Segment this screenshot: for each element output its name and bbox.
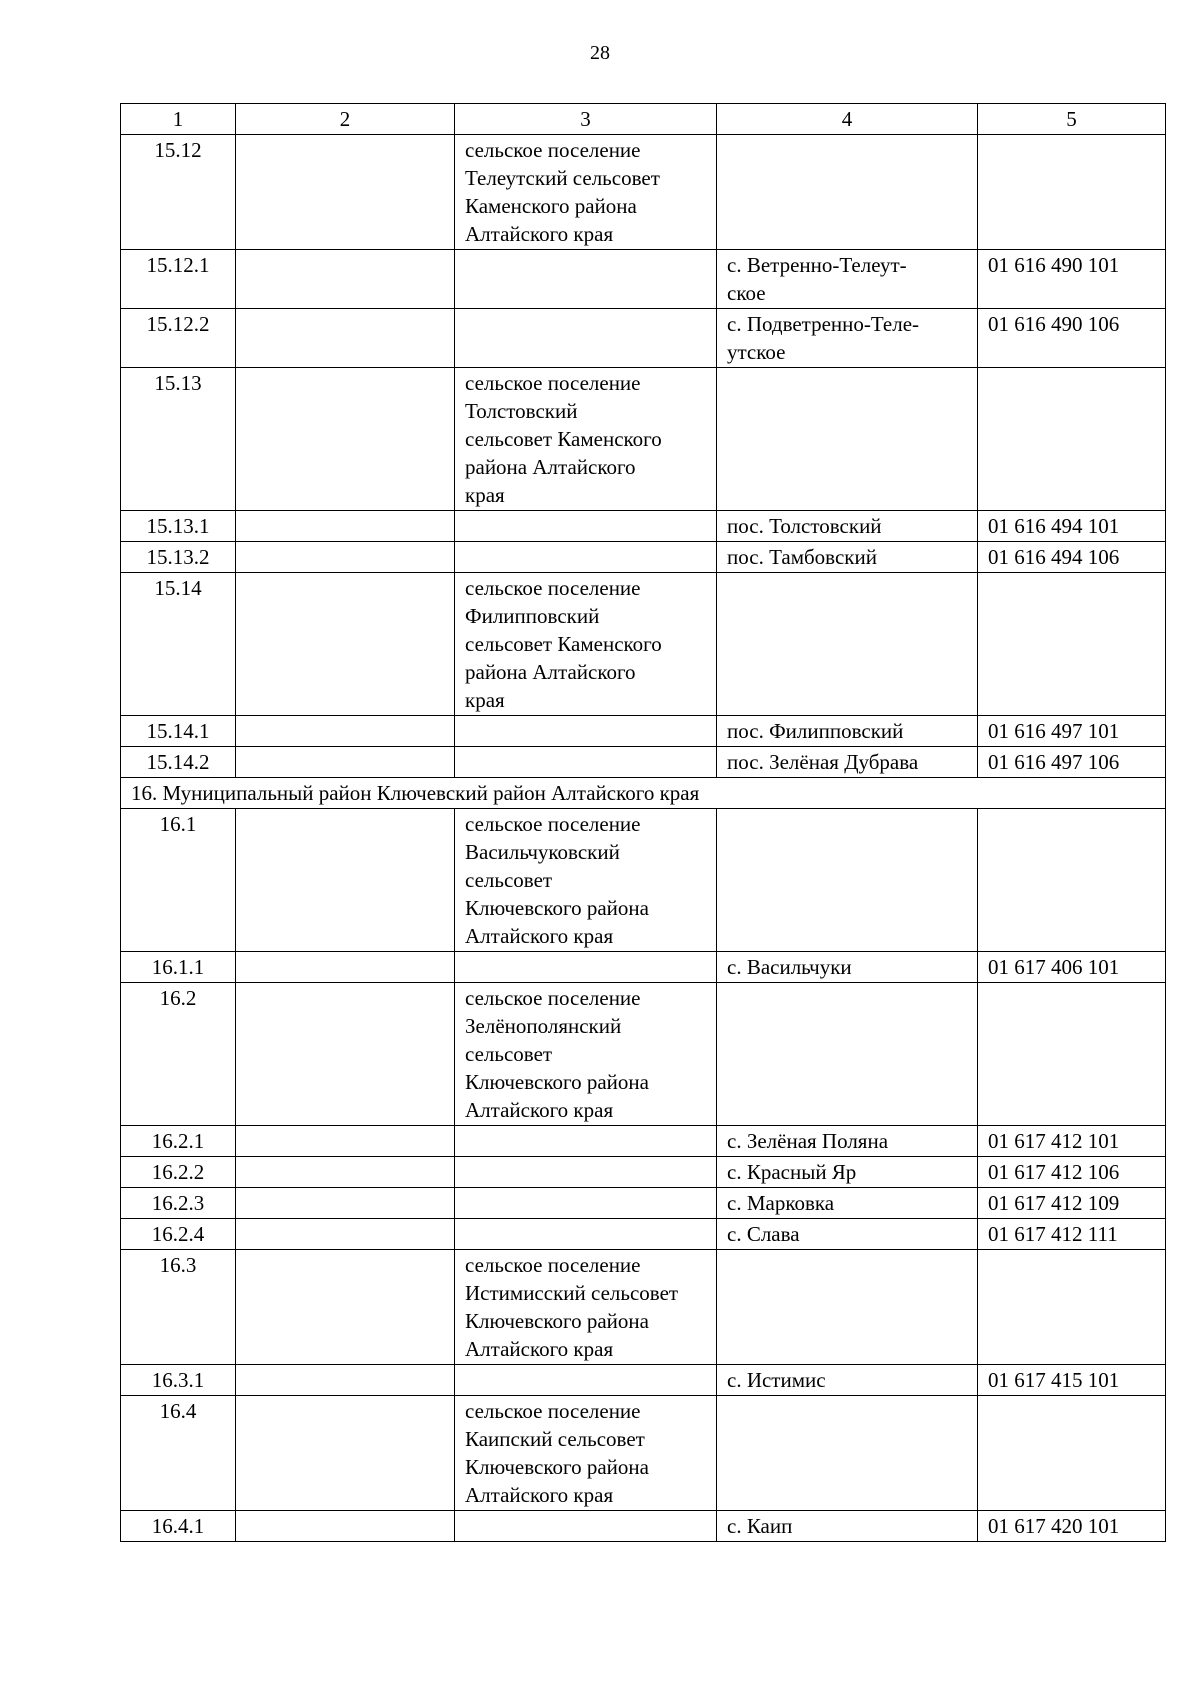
oktmo-code: 01 616 490 101 [978,250,1166,309]
settlement-name [455,1188,717,1219]
table-row [121,1396,1166,1511]
table-row [121,309,1166,368]
empty-cell [236,716,455,747]
table-row [121,1365,1166,1396]
settlement-name [455,1157,717,1188]
row-number: 15.12.2 [121,309,236,368]
empty-cell [236,573,455,716]
settlement-name [455,1511,717,1542]
locality-name [717,573,978,716]
settlement-name [455,1219,717,1250]
row-number: 15.13 [121,368,236,511]
settlement-name [455,1365,717,1396]
registry-table [120,103,1166,1542]
oktmo-code: 01 617 412 101 [978,1126,1166,1157]
page-number: 28 [590,42,610,64]
column-header: 3 [455,104,717,135]
oktmo-code: 01 616 494 101 [978,511,1166,542]
oktmo-code: 01 617 412 111 [978,1219,1166,1250]
locality-name [717,809,978,952]
table-row [121,573,1166,716]
settlement-name [455,309,717,368]
settlement-name: сельское поселение Каипский сельсовет Ключевского района Алтайского края [455,1396,717,1511]
oktmo-code: 01 616 490 106 [978,309,1166,368]
table-row [121,716,1166,747]
empty-cell [236,1511,455,1542]
locality-name: с. Красный Яр [717,1157,978,1188]
empty-cell [236,1126,455,1157]
settlement-name [455,542,717,573]
table-row [121,983,1166,1126]
row-number: 15.14 [121,573,236,716]
table-row [121,747,1166,778]
row-number: 16.4 [121,1396,236,1511]
table-header-row [121,104,1166,135]
locality-name: с. Подветренно-Теле- утское [717,309,978,368]
table-row [121,1219,1166,1250]
row-number: 16.3 [121,1250,236,1365]
table-row [121,368,1166,511]
empty-cell [236,1250,455,1365]
row-number: 15.14.1 [121,716,236,747]
row-number: 16.1.1 [121,952,236,983]
empty-cell [236,952,455,983]
settlement-name: сельское поселение Васильчуковский сельсовет Ключевского района Алтайского края [455,809,717,952]
row-number: 16.2 [121,983,236,1126]
settlement-name: сельское поселение Зелёнополянский сельсовет Ключевского района Алтайского края [455,983,717,1126]
table-row [121,1511,1166,1542]
row-number: 15.14.2 [121,747,236,778]
empty-cell [236,983,455,1126]
column-header: 2 [236,104,455,135]
table-body [121,104,1166,1542]
empty-cell [236,1219,455,1250]
locality-name: с. Ветренно-Телеут- ское [717,250,978,309]
oktmo-code: 01 616 494 106 [978,542,1166,573]
locality-name [717,1396,978,1511]
oktmo-code: 01 617 412 109 [978,1188,1166,1219]
oktmo-code [978,983,1166,1126]
row-number: 15.12.1 [121,250,236,309]
empty-cell [236,511,455,542]
column-header: 4 [717,104,978,135]
empty-cell [236,309,455,368]
settlement-name [455,511,717,542]
table-row [121,135,1166,250]
settlement-name [455,250,717,309]
table-row [121,1126,1166,1157]
locality-name: с. Истимис [717,1365,978,1396]
empty-cell [236,135,455,250]
locality-name: с. Васильчуки [717,952,978,983]
settlement-name [455,1126,717,1157]
oktmo-code: 01 617 415 101 [978,1365,1166,1396]
row-number: 15.13.2 [121,542,236,573]
locality-name: с. Зелёная Поляна [717,1126,978,1157]
oktmo-code: 01 617 420 101 [978,1511,1166,1542]
empty-cell [236,1396,455,1511]
column-header: 5 [978,104,1166,135]
locality-name: пос. Филипповский [717,716,978,747]
empty-cell [236,1365,455,1396]
locality-name: пос. Зелёная Дубрава [717,747,978,778]
locality-name: с. Слава [717,1219,978,1250]
row-number: 16.4.1 [121,1511,236,1542]
row-number: 16.3.1 [121,1365,236,1396]
oktmo-code [978,1396,1166,1511]
locality-name [717,368,978,511]
region-heading-row [121,778,1166,809]
oktmo-code: 01 616 497 101 [978,716,1166,747]
empty-cell [236,809,455,952]
oktmo-code: 01 617 406 101 [978,952,1166,983]
settlement-name [455,952,717,983]
locality-name: с. Каип [717,1511,978,1542]
empty-cell [236,1157,455,1188]
empty-cell [236,542,455,573]
settlement-name: сельское поселение Телеутский сельсовет Каменского района Алтайского края [455,135,717,250]
locality-name: пос. Толстовский [717,511,978,542]
row-number: 16.2.1 [121,1126,236,1157]
column-header: 1 [121,104,236,135]
empty-cell [236,747,455,778]
oktmo-code [978,573,1166,716]
table-row [121,1157,1166,1188]
row-number: 15.12 [121,135,236,250]
locality-name [717,1250,978,1365]
oktmo-code: 01 616 497 106 [978,747,1166,778]
row-number: 16.2.2 [121,1157,236,1188]
row-number: 15.13.1 [121,511,236,542]
table-row [121,250,1166,309]
locality-name: пос. Тамбовский [717,542,978,573]
empty-cell [236,250,455,309]
locality-name [717,983,978,1126]
oktmo-code [978,809,1166,952]
table-row [121,542,1166,573]
settlement-name: сельское поселение Толстовский сельсовет Каменского района Алтайского края [455,368,717,511]
settlement-name: сельское поселение Истимисский сельсовет Ключевского района Алтайского края [455,1250,717,1365]
table-row [121,1250,1166,1365]
table-row [121,809,1166,952]
oktmo-code: 01 617 412 106 [978,1157,1166,1188]
row-number: 16.1 [121,809,236,952]
oktmo-code [978,135,1166,250]
table-row [121,1188,1166,1219]
settlement-name [455,716,717,747]
row-number: 16.2.3 [121,1188,236,1219]
empty-cell [236,1188,455,1219]
table-row [121,952,1166,983]
region-heading: 16. Муниципальный район Ключевский район Алтайского края [121,778,1166,809]
empty-cell [236,368,455,511]
oktmo-code [978,1250,1166,1365]
table-row [121,511,1166,542]
oktmo-code [978,368,1166,511]
settlement-name [455,747,717,778]
row-number: 16.2.4 [121,1219,236,1250]
settlement-name: сельское поселение Филипповский сельсовет Каменского района Алтайского края [455,573,717,716]
locality-name [717,135,978,250]
locality-name: с. Марковка [717,1188,978,1219]
